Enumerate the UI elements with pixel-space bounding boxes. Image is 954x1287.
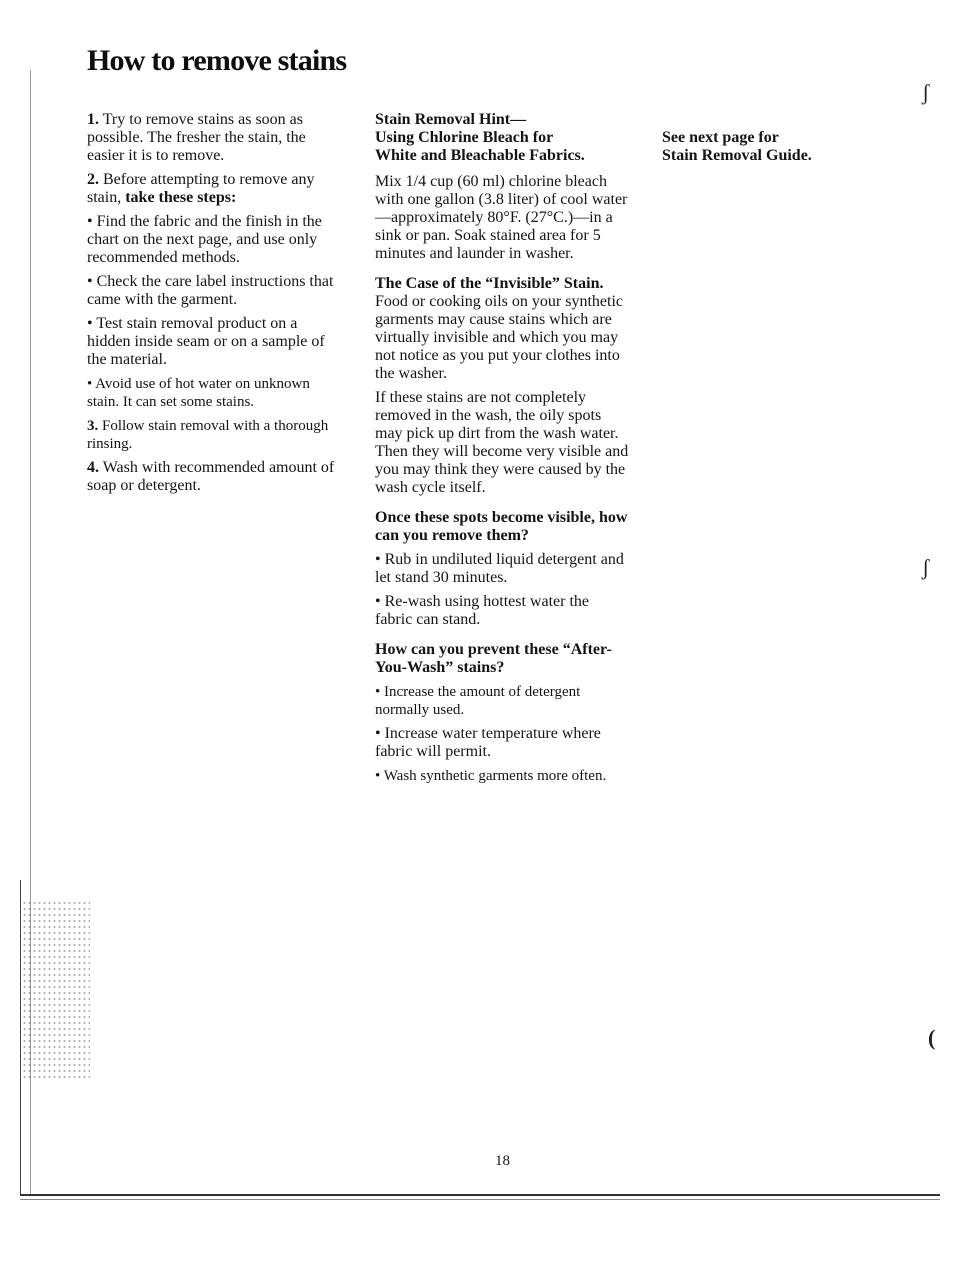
step-text: Try to remove stains as soon as possible. The fresher the stain, the easier it is to remove. [87, 111, 306, 164]
invisible-stain-text: Food or cooking oils on your synthetic garments may cause stains which are virtually invisible and which you may not notice as you put your clothes into the washer. [375, 293, 623, 382]
step-number: 1. [87, 111, 99, 128]
page-title: How to remove stains [87, 44, 347, 77]
step-text: Before attempting to remove any stain, [87, 171, 315, 206]
prevent-stains-heading: How can you prevent these “After-You-Wash” stains? [375, 641, 612, 676]
invisible-stain-text-2: If these stains are not completely removed in the wash, the oily spots may pick up dirt from the wash water. Then they will become very visible and you may think they were caused by the wash cycle itself. [375, 389, 629, 496]
bleach-instructions: Mix 1/4 cup (60 ml) chlorine bleach with one gallon (3.8 liter) of cool water—approximately 80°F. (27°C.)—in a sink or pan. Soak stained area for 5 minutes and launder in washer. [375, 173, 628, 262]
hint-heading-line-3: White and Bleachable Fabrics. [375, 147, 585, 164]
step-3 [87, 417, 342, 453]
step-4 [87, 459, 342, 495]
step-number: 3. [87, 418, 99, 434]
scan-bottom-rule-faint [20, 1199, 940, 1200]
step-2 [87, 171, 342, 207]
bullet-increase-detergent: • Increase the amount of detergent normally used. [375, 684, 581, 718]
bullet-fabric-chart: • Find the fabric and the finish in the chart on the next page, and use only recommended methods. [87, 213, 322, 266]
column-hints [375, 111, 630, 791]
visible-spots-heading: Once these spots become visible, how can you remove them? [375, 509, 628, 544]
page-number: 18 [495, 1153, 510, 1169]
binding-hole-mark-bottom: ( [928, 1025, 936, 1050]
bullet-increase-temperature: • Increase water temperature where fabric will permit. [375, 725, 601, 760]
scan-speckle [22, 900, 90, 1080]
column-steps [87, 111, 342, 501]
bullet-test-product: • Test stain removal product on a hidden inside seam or on a sample of the material. [87, 315, 325, 368]
step-number: 2. [87, 171, 99, 188]
column-see-next-page [662, 129, 862, 165]
bullet-care-label: • Check the care label instructions that came with the garment. [87, 273, 334, 308]
invisible-stain-heading: The Case of the “Invisible” Stain. [375, 275, 604, 292]
step-number: 4. [87, 459, 99, 476]
bullet-rub-detergent: • Rub in undiluted liquid detergent and let stand 30 minutes. [375, 551, 624, 586]
binding-hole-mark-top: ʃ [922, 80, 930, 105]
step-1 [87, 111, 342, 165]
bullet-wash-more-often: • Wash synthetic garments more often. [375, 768, 607, 784]
see-next-page-line-2: Stain Removal Guide. [662, 147, 812, 164]
step-text: Wash with recommended amount of soap or detergent. [87, 459, 335, 494]
scan-bottom-rule [20, 1194, 940, 1196]
hint-heading-line-2: Using Chlorine Bleach for [375, 129, 554, 146]
bullet-avoid-hot-water: • Avoid use of hot water on unknown stain. It can set some stains. [87, 376, 310, 410]
scan-left-border-inner [20, 880, 21, 1195]
hint-heading-line-1: Stain Removal Hint— [375, 111, 527, 128]
bullet-rewash: • Re-wash using hottest water the fabric can stand. [375, 593, 589, 628]
step-emphasis: take these steps: [125, 189, 237, 206]
step-text: Follow stain removal with a thorough rinsing. [87, 418, 329, 452]
see-next-page-line-1: See next page for [662, 129, 779, 146]
binding-hole-mark-middle: ʃ [922, 555, 930, 580]
